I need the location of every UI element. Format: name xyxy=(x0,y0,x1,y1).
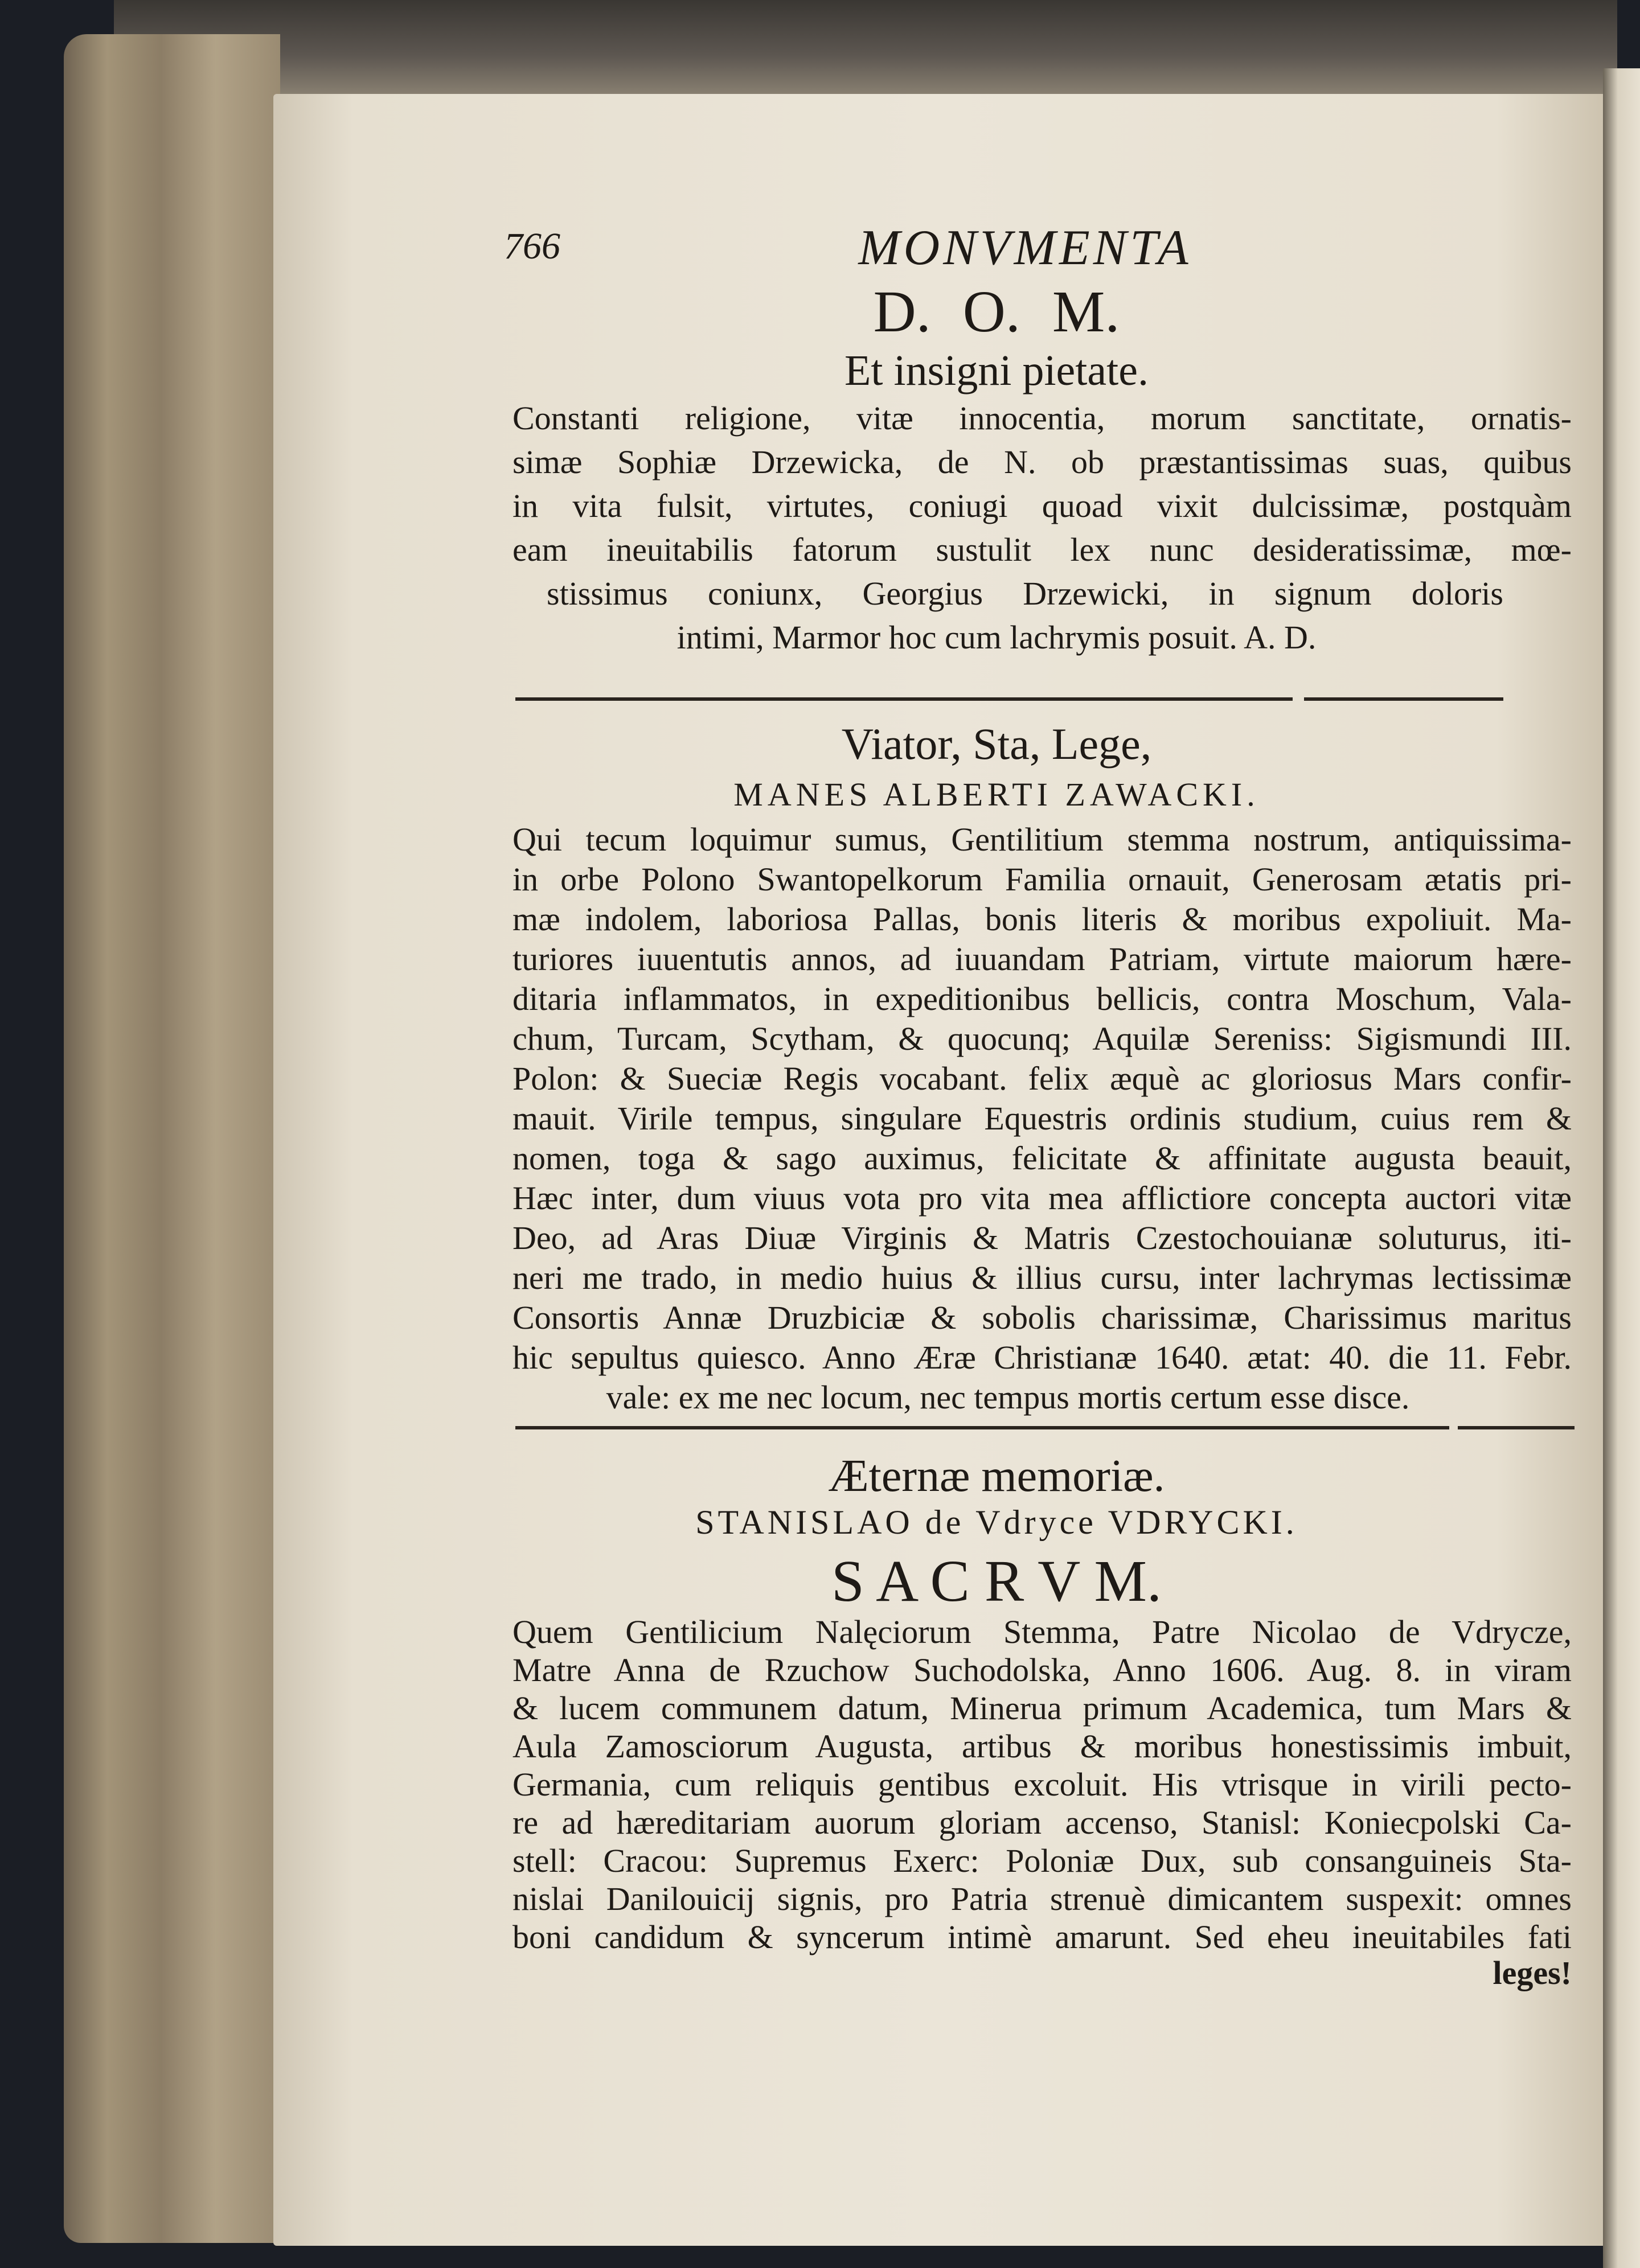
epitaph2-subtitle: MANES ALBERTI ZAWACKI. xyxy=(733,776,1260,813)
catchword: leges! xyxy=(1493,1954,1572,1991)
epitaph1-title: D. O. M. xyxy=(873,279,1120,344)
facing-page-sliver xyxy=(1603,68,1640,2268)
text-line: Constanti religione, vitæ innocentia, morum sanctitate, ornatis- xyxy=(512,400,1572,437)
text-line: Quem Gentilicium Nalęciorum Stemma, Patre Nicolao de Vdrycze, xyxy=(512,1613,1572,1650)
text-line: vale: ex me nec locum, nec tempus mortis certum esse disce. xyxy=(606,1379,1410,1416)
text-line: re ad hæreditariam auorum gloriam accenso, Stanisl: Koniecpolski Ca- xyxy=(512,1804,1572,1841)
text-line: Qui tecum loquimur sumus, Gentilitium stemma nostrum, antiquissima- xyxy=(512,821,1572,858)
text-line: mauit. Virile tempus, singulare Equestris ordinis studium, cuius rem & xyxy=(512,1100,1572,1137)
text-line: nislai Danilouicij signis, pro Patria strenuè dimicantem suspexit: omnes xyxy=(512,1880,1572,1917)
epitaph3-subtitle: STANISLAO de Vdryce VDRYCKI. xyxy=(695,1503,1298,1541)
epitaph3-title: Æternæ memoriæ. xyxy=(828,1451,1165,1501)
book-page-edges xyxy=(64,34,280,2243)
text-line: ditaria inflammatos, in expeditionibus bellicis, contra Moschum, Vala- xyxy=(512,980,1572,1017)
text-line: & lucem communem datum, Minerua primum Academica, tum Mars & xyxy=(512,1690,1572,1727)
text-line: turiores iuuentutis annos, ad iuuandam Patriam, virtute maiorum hære- xyxy=(512,940,1572,977)
text-line: simæ Sophiæ Drzewicka, de N. ob præstantissimas suas, quibus xyxy=(512,443,1572,480)
text-line: in orbe Polono Swantopelkorum Familia ornauit, Generosam ætatis pri- xyxy=(512,861,1572,898)
divider-rule xyxy=(515,697,1293,701)
text-line: stell: Cracou: Supremus Exerc: Poloniæ Dux, sub consanguineis Sta- xyxy=(512,1842,1572,1879)
text-line: Consortis Annæ Druzbiciæ & sobolis charissimæ, Charissimus maritus xyxy=(512,1299,1572,1336)
text-line: hic sepultus quiesco. Anno Æræ Christianæ 1640. ætat: 40. die 11. Febr. xyxy=(512,1339,1572,1376)
text-line: Aula Zamosciorum Augusta, artibus & moribus honestissimis imbuit, xyxy=(512,1728,1572,1765)
text-line: boni candidum & syncerum intimè amarunt. Sed eheu ineuitabiles fati xyxy=(512,1918,1572,1955)
text-line: intimi, Marmor hoc cum lachrymis posuit. A. D. xyxy=(676,619,1317,656)
text-line: Hæc inter, dum viuus vota pro vita mea afflictiore concepta auctori vitæ xyxy=(512,1180,1572,1217)
text-line: eam ineuitabilis fatorum sustulit lex nunc desideratissimæ, mœ- xyxy=(512,531,1572,568)
text-line: Germania, cum reliquis gentibus excoluit. His vtrisque in virili pecto- xyxy=(512,1766,1572,1803)
divider-rule xyxy=(1458,1426,1575,1429)
text-line: mæ indolem, laboriosa Pallas, bonis literis & moribus expoliuit. Ma- xyxy=(512,901,1572,938)
text-line: chum, Turcam, Scytham, & quocunq; Aquilæ Sereniss: Sigismundi III. xyxy=(512,1020,1572,1057)
divider-rule xyxy=(1304,697,1503,701)
text-line: Polon: & Sueciæ Regis vocabant. felix æquè ac gloriosus Mars confir- xyxy=(512,1060,1572,1097)
book-top-edge xyxy=(114,0,1617,100)
text-line: nomen, toga & sago auximus, felicitate & affinitate augusta beauit, xyxy=(512,1140,1572,1177)
divider-rule xyxy=(515,1426,1449,1429)
text-line: Deo, ad Aras Diuæ Virginis & Matris Czestochouianæ soluturus, iti- xyxy=(512,1219,1572,1256)
running-title: MONVMENTA xyxy=(858,220,1192,276)
epitaph3-heading: S A C R V M. xyxy=(831,1548,1162,1614)
text-line: neri me trado, in medio huius & illius cursu, inter lachrymas lectissimæ xyxy=(512,1259,1572,1296)
text-line: Matre Anna de Rzuchow Suchodolska, Anno 1606. Aug. 8. in viram xyxy=(512,1651,1572,1688)
text-line: in vita fulsit, virtutes, coniugi quoad vixit dulcissimæ, postquàm xyxy=(512,487,1572,524)
page-number: 766 xyxy=(504,225,560,267)
text-line: stissimus coniunx, Georgius Drzewicki, in signum doloris xyxy=(547,575,1503,612)
epitaph2-title: Viator, Sta, Lege, xyxy=(841,719,1152,769)
epitaph1-subtitle: Et insigni pietate. xyxy=(844,347,1149,395)
